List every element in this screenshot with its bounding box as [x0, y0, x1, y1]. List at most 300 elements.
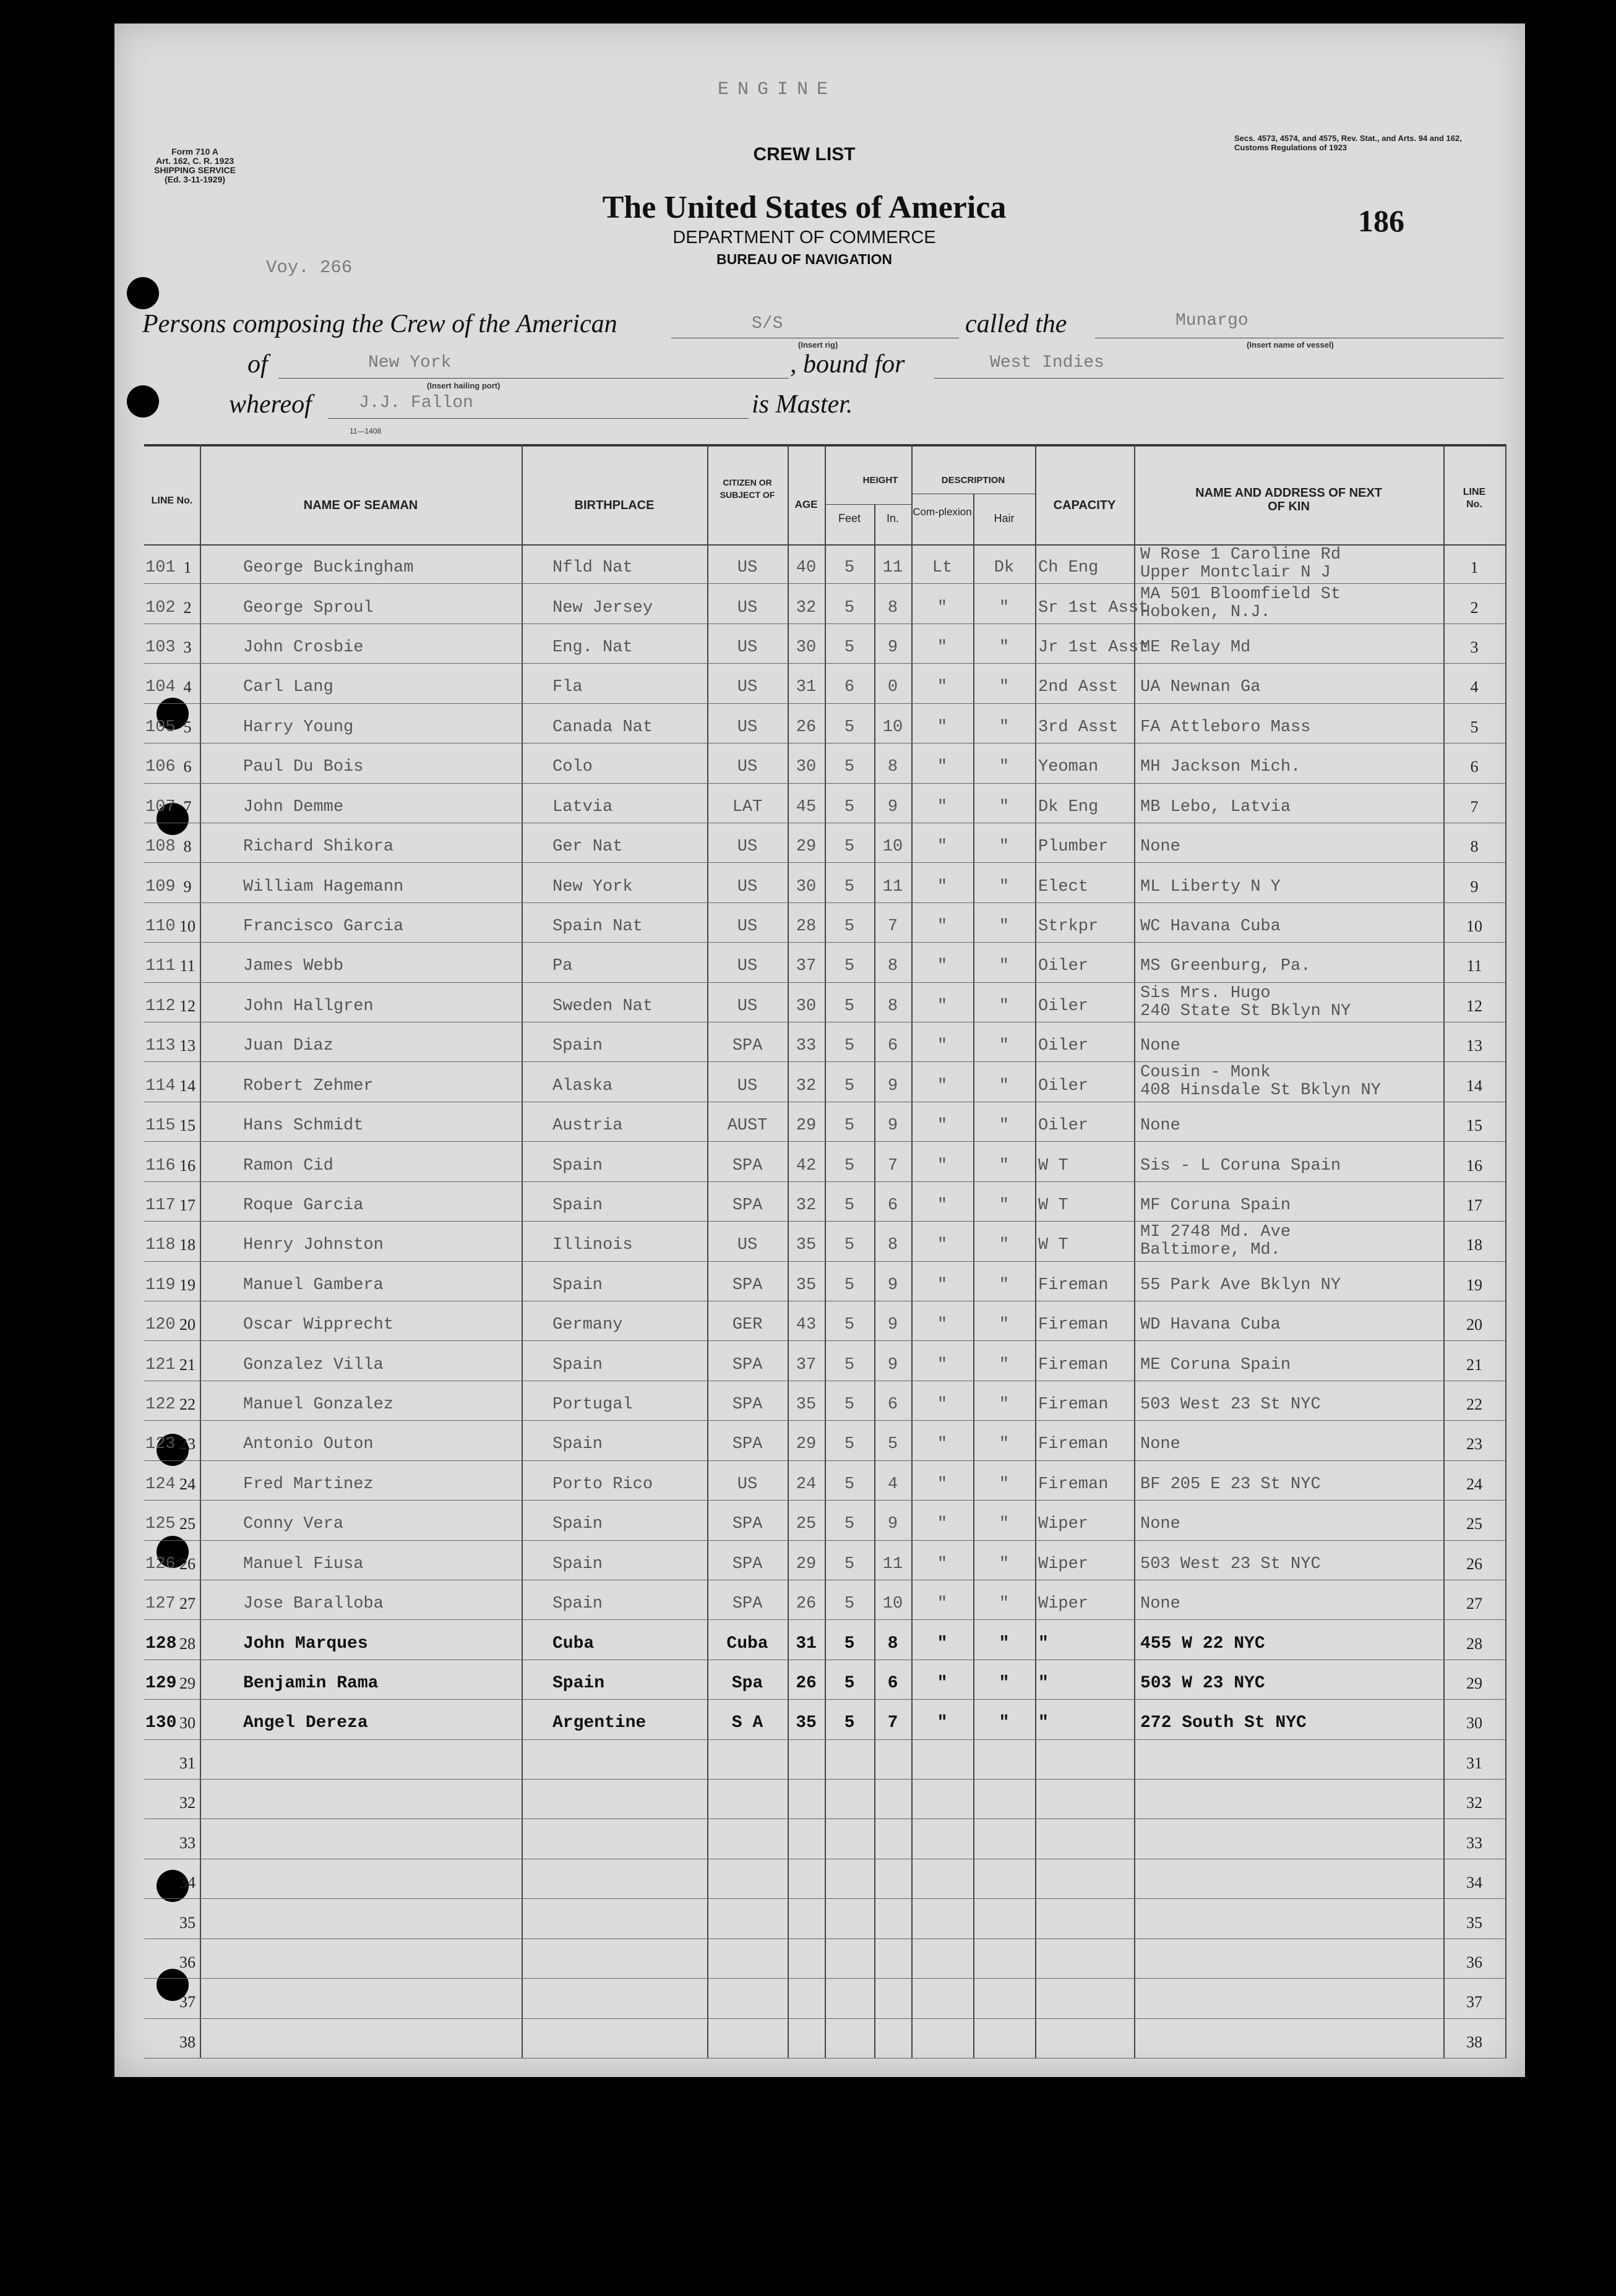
complexion: ": [937, 1515, 948, 1534]
row-line-number: 30: [179, 1714, 196, 1733]
age: 45: [796, 797, 817, 816]
citizenship: Spa: [731, 1673, 763, 1693]
col-description: DESCRIPTION: [941, 475, 1005, 486]
next-of-kin: WC Havana Cuba: [1140, 917, 1281, 936]
called-label: called the: [965, 310, 1067, 338]
capacity: Wiper: [1038, 1554, 1089, 1574]
crew-rows: [144, 544, 1505, 2058]
row-line-number-right: 26: [1466, 1554, 1482, 1573]
height-inches: 6: [887, 1673, 898, 1693]
row-line-number: 29: [179, 1674, 196, 1692]
next-of-kin: ME Coruna Spain: [1140, 1355, 1291, 1374]
row-line-number: 24: [179, 1475, 196, 1493]
citizenship: US: [737, 598, 758, 617]
hair: ": [999, 1435, 1010, 1454]
table-row: [144, 1740, 1505, 1780]
citizenship: US: [737, 758, 758, 777]
row-ref-number: 119: [145, 1275, 176, 1295]
punch-hole: [127, 385, 159, 418]
seaman-name: Oscar Wipprecht: [243, 1316, 394, 1335]
complexion: Lt: [932, 559, 953, 578]
row-ref-number: 102: [145, 598, 176, 617]
form-block: [127, 147, 263, 184]
complexion: ": [937, 1634, 948, 1653]
hair: ": [999, 1475, 1010, 1494]
birthplace: Porto Rico: [552, 1475, 653, 1494]
next-of-kin: Sis - L Coruna Spain: [1140, 1156, 1341, 1175]
row-line-number-right: 32: [1466, 1794, 1482, 1812]
row-ref-number: 107: [145, 797, 176, 816]
height-feet: 5: [844, 1156, 855, 1175]
citizenship: LAT: [732, 797, 763, 816]
capacity: Dk Eng: [1038, 797, 1099, 816]
master-name: J.J. Fallon: [359, 393, 473, 413]
height-inches: 11: [882, 559, 903, 578]
form-title: CREW LIST: [753, 144, 856, 165]
table-row: [144, 823, 1505, 863]
vessel-name: Munargo: [1175, 311, 1249, 330]
birthplace: Spain: [552, 1435, 603, 1454]
seaman-name: Jose Baralloba: [243, 1595, 384, 1614]
next-of-kin-address: Hoboken, N.J.: [1140, 603, 1271, 622]
height-feet: 5: [844, 1475, 855, 1494]
row-line-number-right: 18: [1466, 1236, 1482, 1254]
seaman-name: Roque Garcia: [243, 1196, 364, 1215]
master-label: is Master.: [752, 390, 853, 419]
birthplace: Colo: [552, 758, 593, 777]
row-line-number: 34: [179, 1874, 196, 1892]
row-line-number-right: 10: [1466, 917, 1482, 935]
next-of-kin: 55 Park Ave Bklyn NY: [1140, 1275, 1341, 1295]
citizenship: SPA: [732, 1554, 763, 1574]
height-feet: 5: [844, 758, 855, 777]
capacity: 2nd Asst: [1038, 678, 1119, 697]
next-of-kin: None: [1140, 1595, 1180, 1614]
complexion: ": [937, 877, 948, 896]
height-feet: 5: [844, 797, 855, 816]
form-number: Form 710 A: [171, 147, 218, 156]
row-line-number: 27: [179, 1595, 196, 1613]
row-line-number: 10: [179, 917, 196, 935]
table-row: [144, 863, 1505, 902]
citizenship: US: [737, 1236, 758, 1255]
capacity: Oiler: [1038, 996, 1089, 1016]
next-of-kin: MF Coruna Spain: [1140, 1196, 1291, 1215]
age: 24: [796, 1475, 817, 1494]
complexion: ": [937, 1435, 948, 1454]
height-feet: 5: [844, 1076, 855, 1095]
birthplace: Spain Nat: [552, 917, 643, 936]
complexion: ": [937, 678, 948, 697]
height-feet: 5: [844, 1355, 855, 1374]
hair: ": [999, 957, 1010, 976]
birthplace: Nfld Nat: [552, 559, 633, 578]
whereof-label: whereof: [229, 390, 312, 419]
row-line-number: 33: [179, 1833, 196, 1852]
table-row: [144, 664, 1505, 703]
hair: ": [999, 758, 1010, 777]
row-line-number: 36: [179, 1953, 196, 1971]
complexion: ": [937, 1554, 948, 1574]
row-line-number-right: 36: [1466, 1953, 1482, 1971]
birthplace: Fla: [552, 678, 583, 697]
seaman-name: John Crosbie: [243, 638, 364, 658]
height-feet: 5: [844, 1037, 855, 1056]
row-line-number: 17: [179, 1196, 196, 1214]
citizenship: SPA: [732, 1355, 763, 1374]
birthplace: Spain: [552, 1037, 603, 1056]
height-feet: 5: [844, 1395, 855, 1415]
capacity: W T: [1038, 1156, 1068, 1175]
age: 26: [796, 718, 817, 737]
hair: ": [999, 1673, 1010, 1693]
row-line-number-right: 33: [1466, 1833, 1482, 1852]
col-inches: In.: [886, 512, 899, 525]
row-ref-number: 129: [145, 1673, 177, 1693]
capacity: Plumber: [1038, 837, 1109, 857]
complexion: ": [937, 598, 948, 617]
age: 29: [796, 1554, 817, 1574]
birthplace: Spain: [552, 1515, 603, 1534]
row-line-number: 13: [179, 1037, 196, 1055]
hair: ": [999, 996, 1010, 1016]
row-line-number: 38: [179, 2033, 196, 2051]
height-feet: 5: [844, 877, 855, 896]
table-row: [144, 1421, 1505, 1460]
birthplace: Austria: [552, 1116, 623, 1136]
punch-hole: [127, 277, 159, 309]
citizenship: SPA: [732, 1595, 763, 1614]
row-line-number-right: 14: [1466, 1076, 1482, 1095]
row-line-number: 37: [179, 1993, 196, 2011]
hair: ": [999, 1355, 1010, 1374]
height-feet: 5: [844, 1673, 855, 1693]
row-ref-number: 104: [145, 678, 176, 697]
age: 35: [796, 1713, 817, 1733]
capacity: Ch Eng: [1038, 559, 1099, 578]
next-of-kin: MH Jackson Mich.: [1140, 758, 1301, 777]
age: 30: [796, 638, 817, 658]
engine-stamp: ENGINE: [718, 79, 837, 100]
height-feet: 6: [844, 678, 855, 697]
capacity: Oiler: [1038, 1076, 1089, 1095]
age: 30: [796, 877, 817, 896]
row-line-number-right: 38: [1466, 2033, 1482, 2051]
hair: ": [999, 1595, 1010, 1614]
height-inches: 7: [887, 1713, 898, 1733]
seaman-name: Benjamin Rama: [243, 1673, 379, 1693]
seaman-name: Robert Zehmer: [243, 1076, 374, 1095]
citizenship: GER: [732, 1316, 763, 1335]
row-line-number: 14: [179, 1076, 196, 1095]
citizenship: US: [737, 718, 758, 737]
row-ref-number: 116: [145, 1156, 176, 1175]
complexion: ": [937, 1275, 948, 1295]
row-line-number: 8: [183, 837, 192, 856]
birthplace: Argentine: [552, 1713, 647, 1733]
table-row: [144, 1381, 1505, 1421]
row-ref-number: 124: [145, 1475, 176, 1494]
age: 35: [796, 1395, 817, 1415]
crew-table: [144, 444, 1505, 2058]
seaman-name: Gonzalez Villa: [243, 1355, 384, 1374]
row-line-number: 1: [183, 559, 192, 577]
capacity: W T: [1038, 1236, 1068, 1255]
page-number: 186: [1358, 203, 1404, 238]
seaman-name: George Buckingham: [243, 559, 414, 578]
row-ref-number: 103: [145, 638, 176, 658]
table-row: [144, 1341, 1505, 1381]
col-height: HEIGHT: [862, 475, 898, 486]
seaman-name: John Demme: [243, 797, 344, 816]
row-line-number-right: 31: [1466, 1754, 1482, 1772]
birthplace: Spain: [552, 1156, 603, 1175]
col-capacity: CAPACITY: [1053, 499, 1116, 512]
next-of-kin: 503 West 23 St NYC: [1140, 1554, 1321, 1574]
seaman-name: Carl Lang: [243, 678, 333, 697]
next-of-kin: Sis Mrs. Hugo: [1140, 983, 1271, 1003]
statutes-note: Secs. 4573, 4574, and 4575, Rev. Stat., and Arts. 94 and 162, Customs Regulations of 1923: [1234, 134, 1462, 152]
row-ref-number: 127: [145, 1595, 176, 1614]
citizenship: SPA: [732, 1435, 763, 1454]
birthplace: Ger Nat: [552, 837, 623, 857]
birthplace: Spain: [552, 1595, 603, 1614]
seaman-name: Paul Du Bois: [243, 758, 364, 777]
height-inches: 10: [882, 1595, 903, 1614]
height-inches: 6: [887, 1395, 898, 1415]
hair: ": [999, 1116, 1010, 1136]
seaman-name: Francisco Garcia: [243, 917, 404, 936]
next-of-kin-address: Upper Montclair N J: [1140, 563, 1331, 582]
next-of-kin: None: [1140, 837, 1180, 857]
bureau-heading: BUREAU OF NAVIGATION: [716, 251, 893, 267]
seaman-name: Conny Vera: [243, 1515, 344, 1534]
form-service: SHIPPING SERVICE: [153, 165, 236, 175]
seaman-name: Fred Martinez: [243, 1475, 374, 1494]
row-ref-number: 128: [145, 1634, 177, 1653]
seaman-name: Juan Diaz: [243, 1037, 333, 1056]
hair: ": [999, 1076, 1010, 1095]
birthplace: Spain: [552, 1355, 603, 1374]
age: 40: [796, 559, 817, 578]
col-feet: Feet: [838, 512, 861, 525]
citizenship: US: [737, 1076, 758, 1095]
birthplace: New York: [552, 877, 633, 896]
complexion: ": [937, 1236, 948, 1255]
height-feet: 5: [844, 1595, 855, 1614]
capacity: Oiler: [1038, 1037, 1089, 1056]
table-row: [144, 1262, 1505, 1301]
birthplace: Eng. Nat: [552, 638, 633, 658]
birthplace: Canada Nat: [552, 718, 653, 737]
age: 29: [796, 837, 817, 857]
table-row: [144, 1939, 1505, 1979]
next-of-kin: None: [1140, 1435, 1180, 1454]
capacity: Fireman: [1038, 1316, 1109, 1335]
table-row: [144, 1222, 1505, 1261]
next-of-kin: MI 2748 Md. Ave: [1140, 1223, 1291, 1242]
vessel-caption: (Insert name of vessel): [1247, 340, 1334, 349]
citizenship: US: [737, 957, 758, 976]
height-inches: 8: [887, 1634, 898, 1653]
document-page: [114, 24, 1525, 2077]
hair: ": [999, 1196, 1010, 1215]
birthplace: Cuba: [552, 1634, 595, 1653]
capacity: Oiler: [1038, 1116, 1089, 1136]
height-feet: 5: [844, 1196, 855, 1215]
citizenship: AUST: [727, 1116, 768, 1136]
hair: ": [999, 1713, 1010, 1733]
table-row: [144, 1660, 1505, 1700]
complexion: ": [937, 797, 948, 816]
birthplace: Spain: [552, 1673, 605, 1693]
row-ref-number: 118: [145, 1236, 176, 1255]
capacity: Elect: [1038, 877, 1089, 896]
capacity: Yeoman: [1038, 758, 1099, 777]
capacity: Fireman: [1038, 1395, 1109, 1415]
row-line-number-right: 24: [1466, 1475, 1482, 1493]
birthplace: Illinois: [552, 1236, 633, 1255]
table-row: [144, 1899, 1505, 1938]
complexion: ": [937, 1673, 948, 1693]
row-line-number-right: 34: [1466, 1874, 1482, 1892]
capacity: Wiper: [1038, 1595, 1089, 1614]
seaman-name: Manuel Gambera: [243, 1275, 384, 1295]
complexion: ": [937, 837, 948, 857]
row-line-number: 7: [183, 797, 192, 816]
table-row: [144, 1301, 1505, 1341]
citizenship: US: [737, 678, 758, 697]
citizenship: US: [737, 559, 758, 578]
rig-caption: (Insert rig): [798, 340, 838, 349]
age: 32: [796, 1076, 817, 1095]
row-line-number: 35: [179, 1913, 196, 1932]
complexion: ": [937, 1076, 948, 1095]
citizenship: Cuba: [726, 1634, 768, 1653]
height-feet: 5: [844, 917, 855, 936]
row-line-number: 5: [183, 718, 192, 736]
seaman-name: Manuel Fiusa: [243, 1554, 364, 1574]
row-line-number: 28: [179, 1634, 196, 1653]
hair: ": [999, 1634, 1010, 1653]
row-line-number: 12: [179, 996, 196, 1015]
height-feet: 5: [844, 996, 855, 1016]
age: 37: [796, 957, 817, 976]
voyage-number: Voy. 266: [266, 257, 353, 278]
next-of-kin: 455 W 22 NYC: [1140, 1634, 1265, 1653]
hair: ": [999, 1236, 1010, 1255]
citizenship: US: [737, 917, 758, 936]
height-inches: 9: [887, 638, 898, 658]
row-line-number: 4: [183, 678, 192, 696]
col-line-no: LINE No.: [151, 495, 193, 506]
table-row: [144, 743, 1505, 783]
seaman-name: Antonio Outon: [243, 1435, 374, 1454]
height-feet: 5: [844, 1515, 855, 1534]
complexion: ": [937, 996, 948, 1016]
print-code: 11—1408: [350, 427, 382, 435]
age: 30: [796, 996, 817, 1016]
hair: ": [999, 1554, 1010, 1574]
col-complexion: Com-plexion: [913, 506, 972, 518]
citizenship: US: [737, 837, 758, 857]
table-row: [144, 1700, 1505, 1739]
table-row: [144, 1780, 1505, 1819]
height-feet: 5: [844, 718, 855, 737]
height-inches: 10: [882, 718, 903, 737]
seaman-name: Henry Johnston: [243, 1236, 384, 1255]
height-feet: 5: [844, 1435, 855, 1454]
next-of-kin-address: 408 Hinsdale St Bklyn NY: [1140, 1081, 1381, 1100]
height-inches: 5: [887, 1435, 898, 1454]
table-row: [144, 1062, 1505, 1102]
citizenship: S A: [731, 1713, 763, 1733]
table-row: [144, 1819, 1505, 1859]
next-of-kin-address: Baltimore, Md.: [1140, 1241, 1281, 1260]
height-inches: 6: [887, 1037, 898, 1056]
height-inches: 9: [887, 1355, 898, 1374]
height-inches: 9: [887, 1316, 898, 1335]
hair: ": [999, 797, 1010, 816]
age: 35: [796, 1275, 817, 1295]
row-ref-number: 120: [145, 1316, 176, 1335]
col-next-of-kin: NAME AND ADDRESS OF NEXT OF KIN: [1195, 486, 1382, 513]
row-line-number: 9: [183, 877, 192, 896]
age: 30: [796, 758, 817, 777]
next-of-kin: ML Liberty N Y: [1140, 877, 1281, 896]
col-citizen: CITIZEN OR SUBJECT OF: [720, 478, 775, 500]
destination: West Indies: [990, 353, 1104, 372]
table-row: [144, 1182, 1505, 1222]
table-row: [144, 1859, 1505, 1899]
next-of-kin: WD Havana Cuba: [1140, 1316, 1281, 1335]
next-of-kin: 503 West 23 St NYC: [1140, 1395, 1321, 1415]
row-ref-number: 126: [145, 1554, 176, 1574]
birthplace: Spain: [552, 1554, 603, 1574]
row-line-number-right: 1: [1470, 559, 1479, 577]
row-ref-number: 109: [145, 877, 176, 896]
row-line-number-right: 28: [1466, 1634, 1482, 1653]
birthplace: Alaska: [552, 1076, 613, 1095]
next-of-kin: BF 205 E 23 St NYC: [1140, 1475, 1321, 1494]
table-row: [144, 1501, 1505, 1540]
capacity: Oiler: [1038, 957, 1089, 976]
age: 42: [796, 1156, 817, 1175]
row-line-number-right: 25: [1466, 1515, 1482, 1533]
table-row: [144, 1461, 1505, 1501]
col-line-no-right: LINE No.: [1463, 487, 1486, 510]
row-line-number: 18: [179, 1236, 196, 1254]
row-line-number: 23: [179, 1435, 196, 1454]
row-line-number: 22: [179, 1395, 196, 1414]
height-feet: 5: [844, 1275, 855, 1295]
next-of-kin: None: [1140, 1116, 1180, 1136]
citizenship: SPA: [732, 1395, 763, 1415]
age: 32: [796, 1196, 817, 1215]
citizenship: US: [737, 996, 758, 1016]
next-of-kin: W Rose 1 Caroline Rd: [1140, 546, 1341, 564]
row-ref-number: 110: [145, 917, 176, 936]
seaman-name: John Hallgren: [243, 996, 374, 1016]
birthplace: Pa: [552, 957, 573, 976]
row-line-number-right: 29: [1466, 1674, 1482, 1692]
capacity: Fireman: [1038, 1355, 1109, 1374]
hair: ": [999, 1395, 1010, 1415]
capacity: ": [1038, 1673, 1049, 1693]
height-inches: 10: [882, 837, 903, 857]
height-inches: 4: [887, 1475, 898, 1494]
next-of-kin: FA Attleboro Mass: [1140, 718, 1311, 737]
